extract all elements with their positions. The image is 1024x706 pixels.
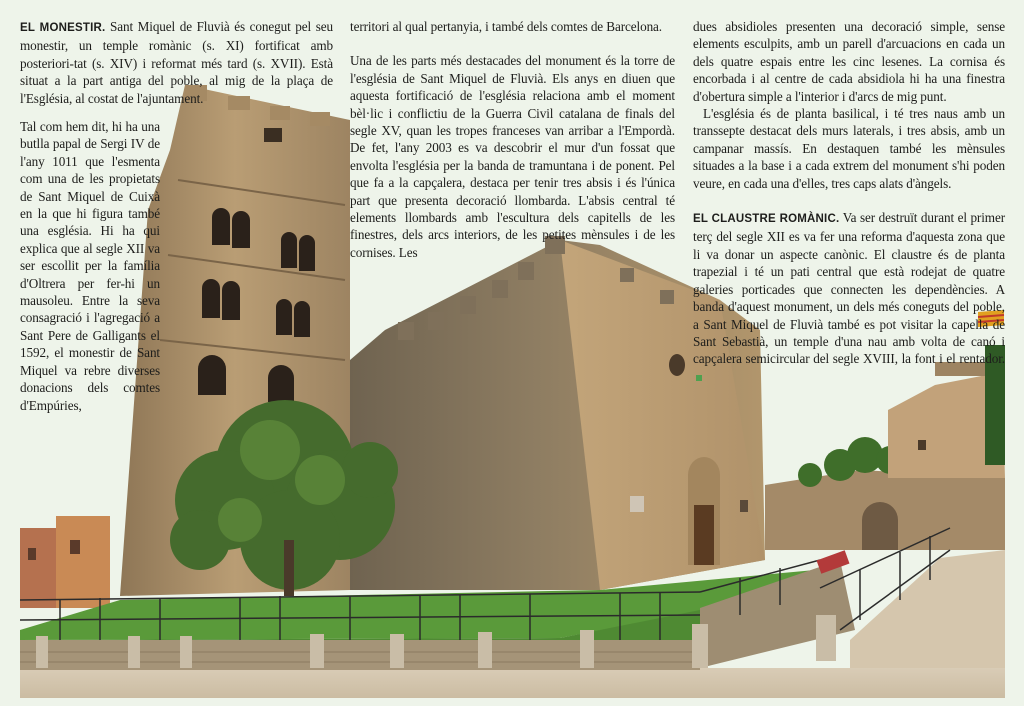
column-3 [693,18,1005,385]
paragraph: L'església és de planta basilical, i té tres naus amb un transsepte destacat dels murs laterals, i tres absis, amb un campanar massís. En destaquen també les mènsules situades a la base i a cada extrem del monument s'hi poden veure, en cada una d'elles, tres caps alats d'àngels. [693,106,1005,191]
paragraph [20,18,333,107]
paragraph: territori al qual pertanyia, i també dels comtes de Barcelona. [350,19,663,34]
section-heading: EL CLAUSTRE ROMÀNIC. [693,213,840,226]
paragraph: Tal com hem dit, hi ha una butlla papal de Sergi IV de l'any 1011 que l'esmenta com una de les propietats de Sant Miquel de Cuixà en la que hi figura també una església. Hi ha qui explica que al segle XII va ser escollit per la família d'Oltrera per fer-hi un mausoleu. Entre la seva consagració i l'agregació a Sant Pere de Galligants el 1592, el monestir de Sant Miquel va rebre diverses donacions dels comtes d'Empúries, [20,119,160,413]
end-mark-icon [696,375,702,381]
paragraph: dues absidioles presenten una decoració simple, sense elements esculpits, amb un parell d'arcuacions en cada un dels quatre espais entre les cinc lesenes. La cornisa és encorbada i al centre de cada absidiola hi ha una finestra d'obertura simple a l'interior i d'arcs de mig punt. [693,19,1005,104]
paragraph: Una de les parts més destacades del monument és la torre de l'església de Sant Miquel de Fluvià. Els anys en diuen que aquesta fortificació de l'església relaciona amb el moment bèl·lic i conflictiu de la Guerra Civil catalana de finals del segle XV, quan les tropes franceses van arribar a l'Empordà. De fet, l'any 2003 es va descobrir el mur d'un fossat que envolta l'església per la banda de tramuntana i de ponent. Pel que fa a la capçalera, destaca per tenir tres absis i és l'única part que presenta decoració llombarda. L'absis central té elements llombards amb l'escultura dels capitells de les finestres, dels arcs interiors, de les petites mènsules i de les cornises. Les [350,53,675,260]
column-2 [350,18,675,261]
column-1-top [20,18,333,107]
paragraph [693,209,1005,385]
paragraph-text: Sant Miquel de Fluvià és conegut pel seu monestir, un temple romànic (s. XI) fortificat amb posteriori-tat (s. XIV) i reformat més tard (s. XVII). Està situat a la part antiga del poble, al mig de la plaça de l'Església, al costat de l'ajuntament. [20,19,333,106]
column-1-bottom [20,118,160,414]
section-heading: EL MONESTIR. [20,22,106,34]
paragraph-text: Va ser destruït durant el primer terç del segle XII es va fer una reforma d'aquesta zona que li va donar un aspecte canònic. El claustre és de planta trapezial i té un pati central que està rodejat de quatre galeries porticades que connecten les dependències. A banda d'aquest monument, un dels més coneguts del poble, a Sant Miquel de Fluvià també es pot visitar la capella de Sant Sebastià, un temple d'una nau amb volta de canó i capçalera semicircular del segle XVIII, la font i el rentador. [693,210,1005,367]
